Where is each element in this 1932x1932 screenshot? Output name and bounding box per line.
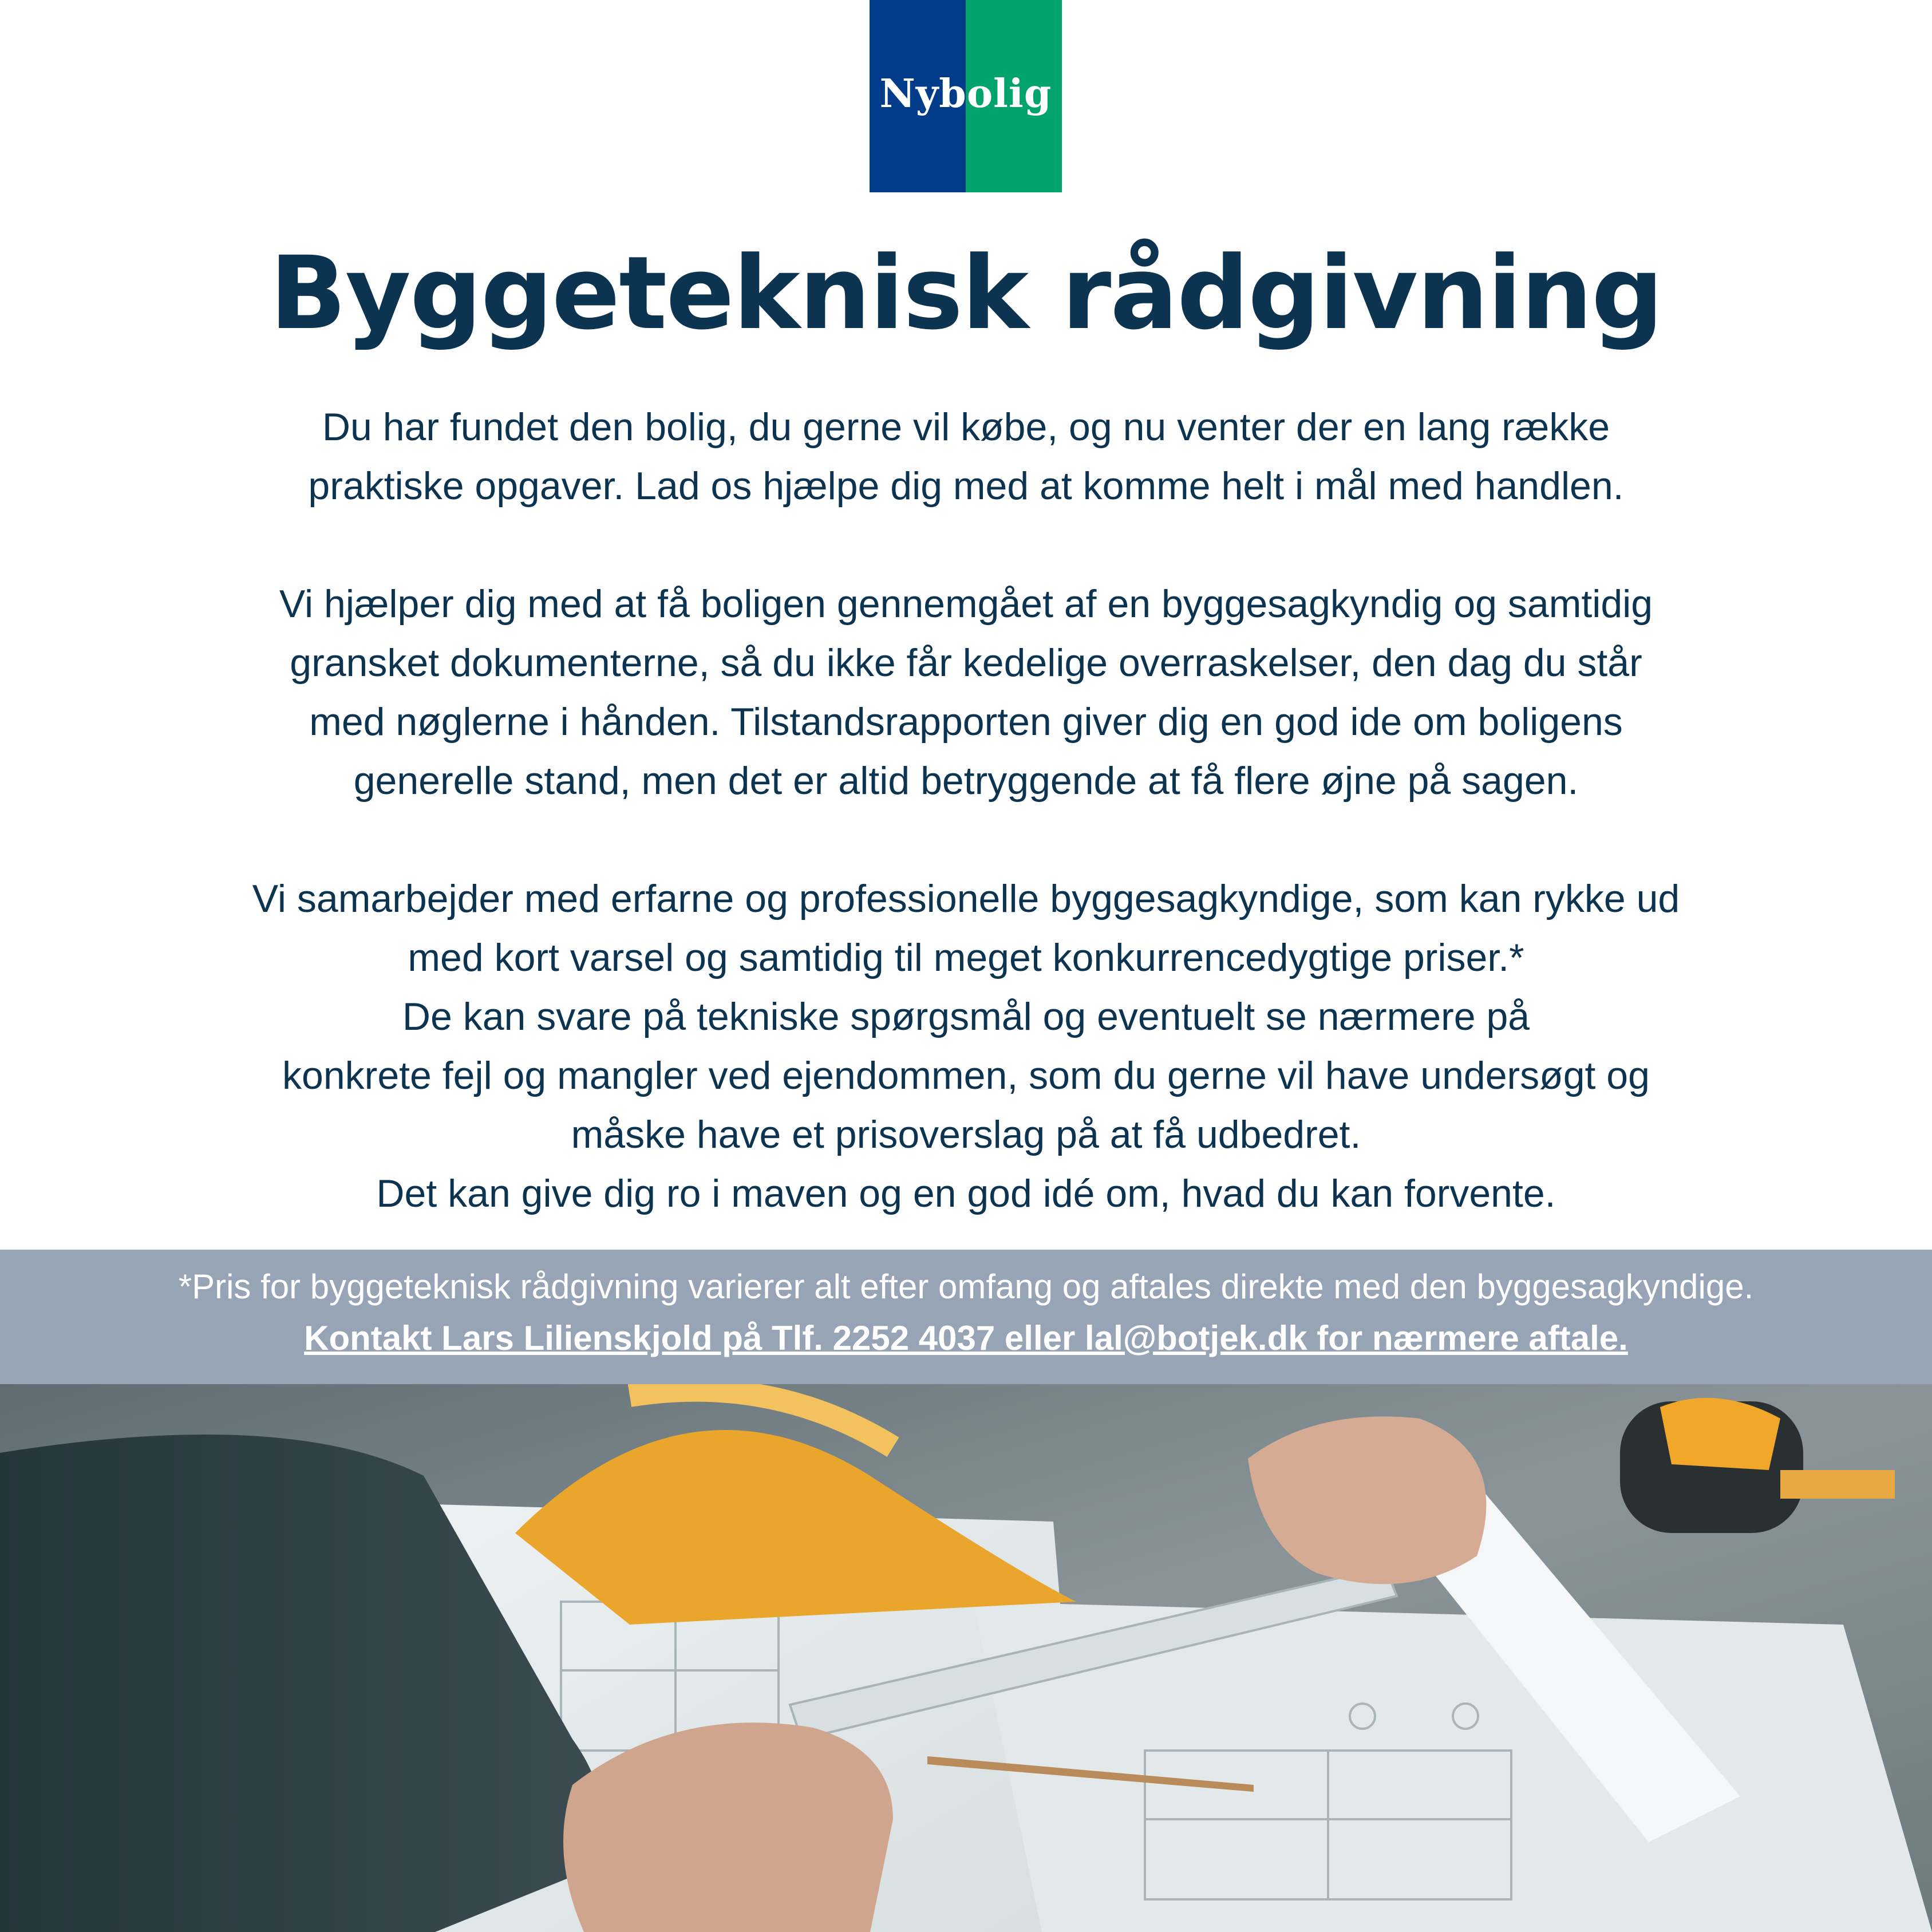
body-line: konkrete fejl og mangler ved ejendommen, som du gerne vil have undersøgt og <box>282 1054 1650 1097</box>
body-paragraph <box>143 870 1789 1223</box>
logo-text: Nybolig <box>879 71 1052 117</box>
body-line: med nøglerne i hånden. Tilstandsrapporten giver dig en god ide om boligens <box>309 700 1623 744</box>
blueprint-photo <box>0 1384 1932 1932</box>
body-line: med kort varsel og samtidig til meget konkurrencedygtige priser.* <box>408 936 1524 979</box>
nybolig-logo <box>870 0 1062 192</box>
body-line: Vi samarbejder med erfarne og professionelle byggesagkyndige, som kan rykke ud <box>252 877 1680 920</box>
page-title: Byggeteknisk rådgivning <box>270 235 1662 352</box>
body-line: måske have et prisoverslag på at få udbedret. <box>571 1113 1361 1156</box>
body-paragraph <box>143 575 1789 811</box>
body-paragraph <box>143 398 1789 516</box>
body-line: gransket dokumenterne, så du ikke får kedelige overraskelser, den dag du står <box>290 641 1642 685</box>
body-line: Det kan give dig ro i maven og en god idé om, hvad du kan forvente. <box>376 1172 1556 1215</box>
body-line: Vi hjælper dig med at få boligen gennemgået af en byggesagkyndig og samtidig <box>279 582 1653 626</box>
body-line: De kan svare på tekniske spørgsmål og eventuelt se nærmere på <box>402 995 1530 1038</box>
body-line: Du har fundet den bolig, du gerne vil købe, og nu venter der en lang række <box>322 405 1610 449</box>
body-line: praktiske opgaver. Lad os hjælpe dig med at komme helt i mål med handlen. <box>308 464 1624 508</box>
price-note: *Pris for byggeteknisk rådgivning varierer alt efter omfang og aftales direkte med den byggesagkyndige. <box>178 1267 1754 1306</box>
contact-link[interactable]: Kontakt Lars Lilienskjold på Tlf. 2252 4037 eller lal@botjek.dk for nærmere aftale. <box>304 1319 1628 1357</box>
footer-band <box>0 1250 1932 1384</box>
body-line: generelle stand, men det er altid betryggende at få flere øjne på sagen. <box>353 759 1579 803</box>
body-text <box>143 398 1789 1282</box>
